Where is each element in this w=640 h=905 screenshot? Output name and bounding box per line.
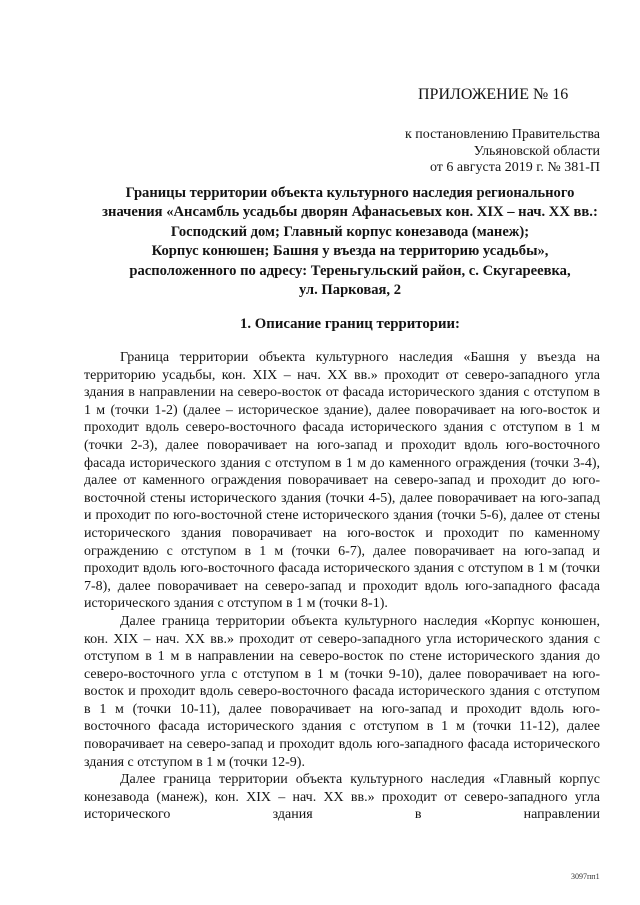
decree-line: от 6 августа 2019 г. № 381-П [429,160,600,175]
title-line: значения «Ансамбль усадьбы дворян Афанасьевых кон. XIX – нач. XX вв.: [102,204,598,221]
page-identifier: 3097пп1 [571,872,600,881]
decree-line: Ульяновской области [473,143,600,159]
appendix-number: ПРИЛОЖЕНИЕ № 16 [418,86,569,103]
paragraph-stables: Далее граница территории объекта культурного наследия «Корпус конюшен, кон. XIX – нач. XX вв.» проходит от северо-западного угла исторического здания с отступом в 1 м в направлении на северо-восток по стене исторического здания до северо-восточного угла с отступом в 1 м (точки 9-10), далее поворачивает на юго-восток и проходит вдоль северо-восточного фасада исторического здания с отступом в 1 м (точки 10-11), далее поворачивает на юго-запад и проходит вдоль юго-восточного фасада исторического здания с отступом в 1 м (точки 11-12), далее поворачивает на северо-запад и проходит вдоль юго-западного фасада исторического здания с отступом в 1 м (точки 12-9). [84,613,600,770]
title-line: расположенного по адресу: Тереньгульский район, с. Скугареевка, [129,262,571,279]
document-title [76,184,624,300]
body-text [84,349,600,824]
paragraph-tower: Граница территории объекта культурного наследия «Башня у въезда на территорию усадьбы, кон. XIX – нач. XX вв.» проходит от северо-западного угла здания в направлении на северо-восток от фасада исторического здания с отступом в 1 м (точки 1-2) (далее – историческое здание), далее поворачивает на юго-восток и проходит вдоль северо-восточного фасада исторического здания с отступом в 1 м (точки 2-3), далее поворачивает на юго-запад и проходит вдоль юго-восточного фасада исторического здания с отступом в 1 м до каменного ограждения (точки 3-4), далее от каменного ограждения поворачивает на северо-запад и проходит до юго-восточной стены исторического здания (точки 4-5), далее поворачивает на юго-запад и проходит по юго-восточной стене исторического здания (точки 5-6), далее от стены исторического здания поворачивает на юго-восток и проходит по каменному ограждению с отступом в 1 м (точки 6-7), далее поворачивает на юго-запад и проходит вдоль юго-восточного фасада исторического здания с отступом в 1 м (точки 7-8), далее поворачивает на северо-запад и проходит вдоль юго-западного фасада исторического здания с отступом в 1 м (точки 8-1). [84,350,600,612]
section-heading: 1. Описание границ территории: [240,316,460,332]
title-line: Господский дом; Главный корпус конезавода (манеж); [170,223,530,240]
title-line: Границы территории объекта культурного наследия регионального [125,185,575,201]
paragraph-main-building: Далее граница территории объекта культурного наследия «Главный корпус конезавода (манеж), кон. XIX – нач. XX вв.» проходит от северо-западного угла исторического здания в направлении [84,772,600,823]
decree-reference [405,127,600,177]
title-line: ул. Парковая, 2 [299,282,401,299]
title-line: Корпус конюшен; Башня у въезда на территорию усадьбы», [151,243,549,260]
decree-line: к постановлению Правительства [404,127,600,142]
